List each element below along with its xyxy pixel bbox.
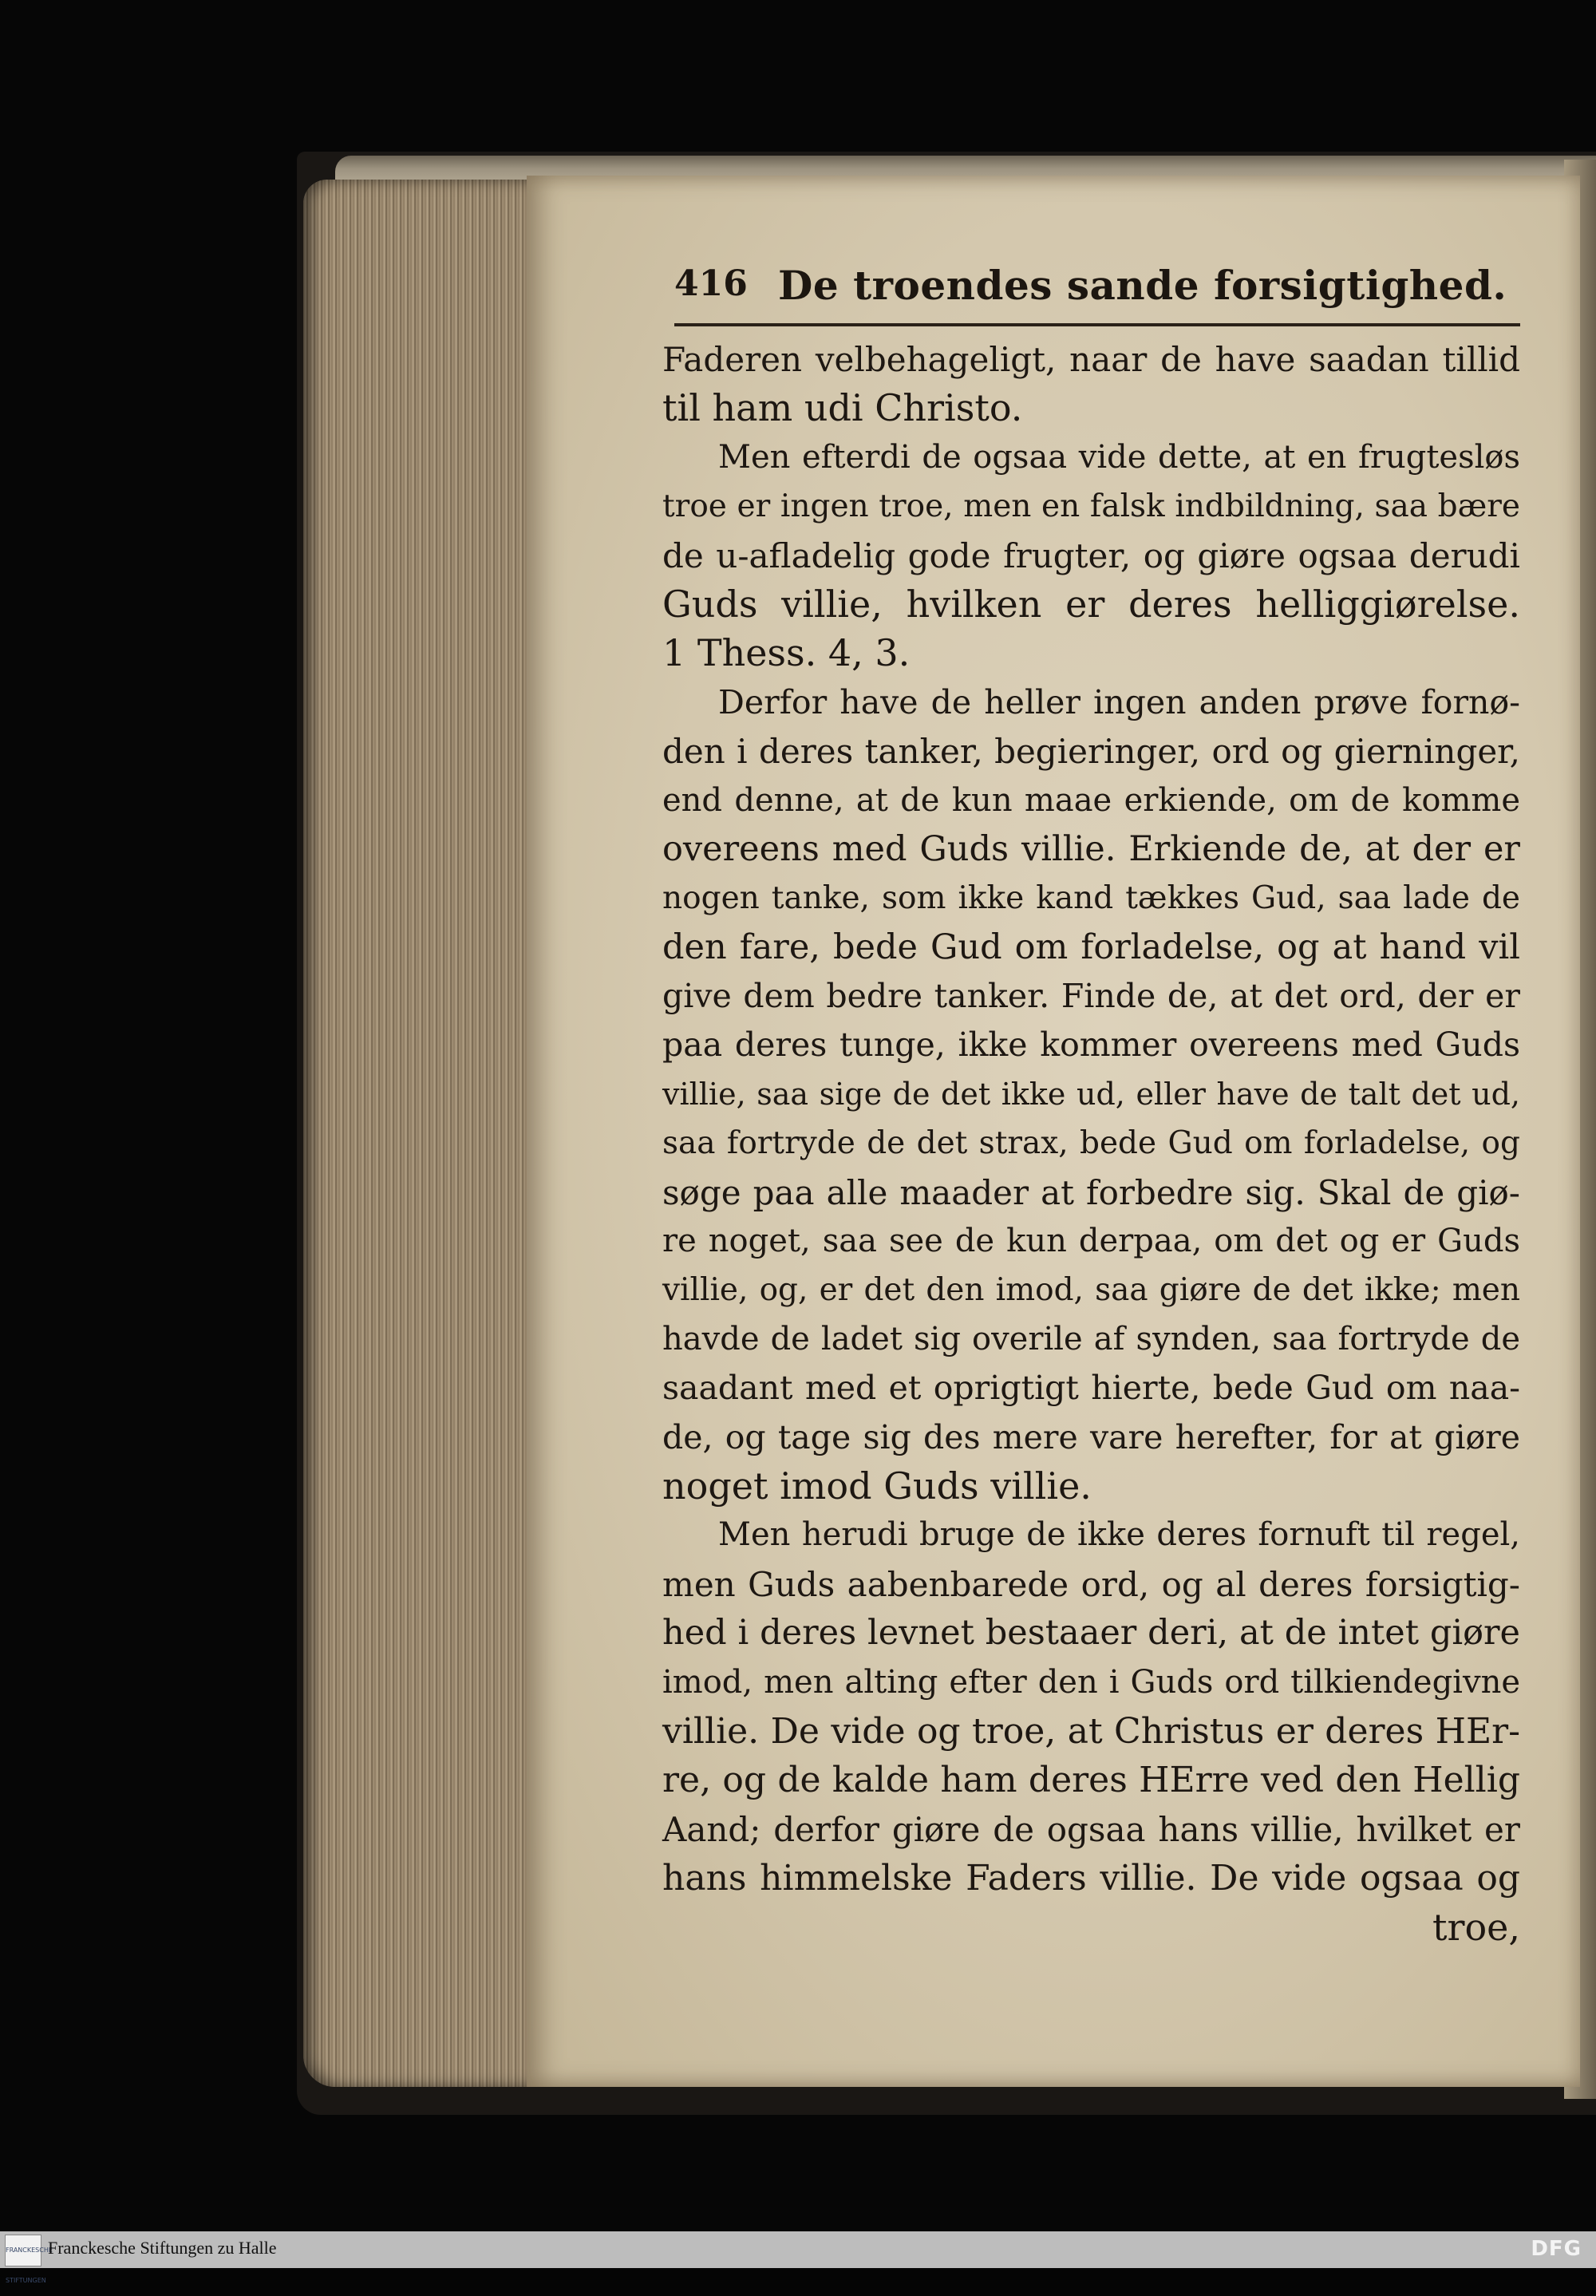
text-line: de, og tage sig des mere vare herefter, for at giøre	[662, 1417, 1520, 1456]
text-line: nogen tanke, som ikke kand tækkes Gud, saa lade de	[662, 880, 1520, 917]
text-line: 1 Thess. 4, 3.	[662, 631, 911, 675]
text-line: saa fortryde de det strax, bede Gud om forladelse, og	[662, 1125, 1520, 1162]
running-head: De troendes sande forsigtighed.	[778, 262, 1507, 309]
text-line: re noget, saa see de kun derpaa, om det og er Guds	[662, 1223, 1520, 1260]
text-line: Derfor have de heller ingen anden prøve fornø-	[718, 682, 1520, 721]
text-line: re, og de kalde ham deres HErre ved den Hellig	[662, 1760, 1520, 1801]
text-line: til ham udi Christo.	[662, 386, 1023, 430]
text-line: søge paa alle maader at forbedre sig. Skal de giø-	[662, 1172, 1520, 1212]
text-line: villie, saa sige de det ikke ud, eller have de talt det ud,	[662, 1076, 1520, 1112]
text-line: noget imod Guds villie.	[662, 1464, 1092, 1508]
text-line: villie. De vide og troe, at Christus er deres HEr-	[662, 1710, 1520, 1752]
text-line: overeens med Guds villie. Erkiende de, at der er	[662, 828, 1520, 869]
text-line: Men efterdi de ogsaa vide dette, at en frugtesløs	[718, 438, 1520, 476]
text-line: villie, og, er det den imod, saa giøre de det ikke; men	[662, 1272, 1520, 1309]
institution-logo: FRANCKESCHE STIFTUNGEN	[5, 2235, 41, 2266]
page-number: 416	[674, 263, 748, 304]
text-line: havde de ladet sig overile af synden, saa fortryde de	[662, 1320, 1520, 1357]
text-line: den i deres tanker, begieringer, ord og gierninger,	[662, 732, 1520, 772]
text-line: Guds villie, hvilken er deres helliggiørelse.	[662, 582, 1520, 626]
text-line: saadant med et oprigtigt hierte, bede Gud om naa-	[662, 1369, 1520, 1408]
text-line: imod, men alting efter den i Guds ord tilkiendegivne	[662, 1663, 1520, 1701]
page-header	[674, 263, 1520, 311]
page-edges	[303, 180, 543, 2087]
text-line: paa deres tunge, ikke kommer overeens med Guds	[662, 1025, 1520, 1065]
body-text	[662, 335, 1520, 1952]
text-line: troe er ingen troe, men en falsk indbildning, saa bære	[662, 488, 1520, 525]
text-line: Aand; derfor giøre de ogsaa hans villie, hvilket er	[662, 1809, 1520, 1849]
text-line: give dem bedre tanker. Finde de, at det ord, der er	[662, 977, 1520, 1016]
text-line: men Guds aabenbarede ord, og al deres forsigtig-	[662, 1564, 1520, 1604]
dfg-logo: DFG	[1531, 2237, 1582, 2261]
text-line: end denne, at de kun maae erkiende, om de komme	[662, 781, 1520, 819]
text-line: hans himmelske Faders villie. De vide ogsaa og	[662, 1858, 1520, 1899]
text-line: hed i deres levnet bestaaer deri, at de intet giøre	[662, 1613, 1520, 1654]
institution-name: Franckesche Stiftungen zu Halle	[48, 2238, 277, 2258]
text-line: de u-afladelig gode frugter, og giøre ogsaa derudi	[662, 535, 1520, 575]
text-line: Men herudi bruge de ikke deres fornuft til regel,	[718, 1516, 1520, 1554]
text-line: den fare, bede Gud om forladelse, og at hand vil	[662, 927, 1520, 967]
catchword: troe,	[1432, 1905, 1520, 1949]
text-line: Faderen velbehageligt, naar de have saadan tillid	[662, 340, 1520, 379]
header-rule	[674, 323, 1520, 326]
